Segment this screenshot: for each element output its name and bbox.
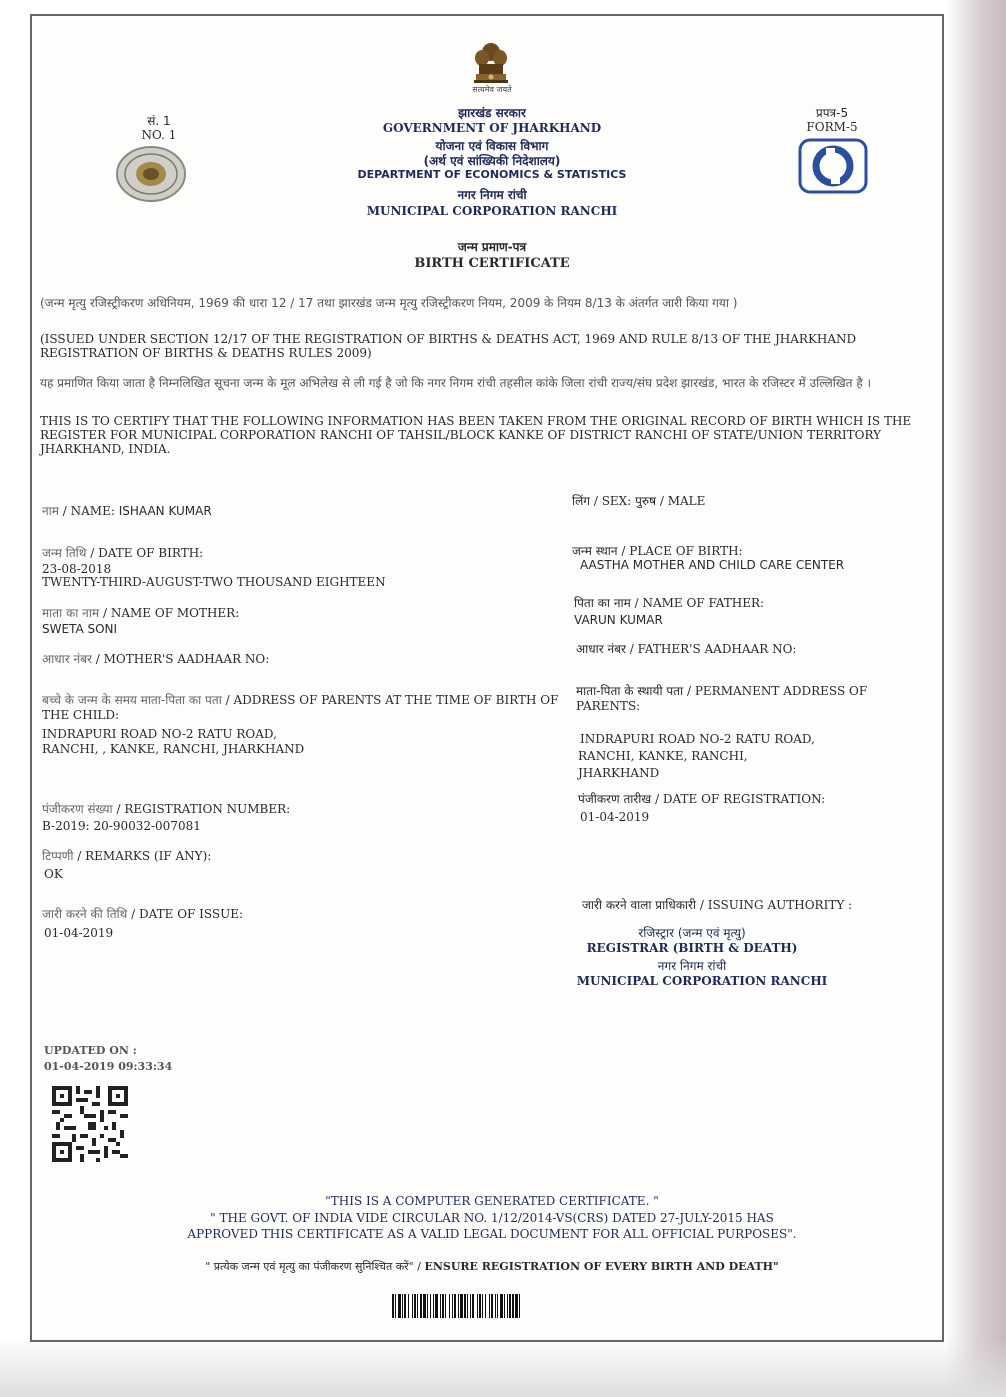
barcode-bar <box>458 1294 459 1318</box>
title-hindi: जन्म प्रमाण-पत्र <box>457 240 527 254</box>
footer-line3: APPROVED THIS CERTIFICATE AS A VALID LEGAL DOCUMENT FOR ALL OFFICIAL PURPOSES". <box>187 1227 797 1241</box>
registrar-hindi: रजिस्ट्रार (जन्म एवं मृत्यु) <box>638 926 746 940</box>
corp-hindi: नगर निगम रांची <box>457 188 527 202</box>
address-permanent-line2: RANCHI, KANKE, RANCHI, <box>578 749 748 763</box>
registration-number-label-hindi: पंजीकरण संख्या <box>42 802 113 816</box>
barcode-bar <box>452 1294 453 1318</box>
barcode-bar <box>420 1294 422 1318</box>
barcode-bar <box>512 1294 514 1318</box>
barcode-bar <box>404 1294 406 1318</box>
barcode-bar <box>495 1294 496 1318</box>
address-permanent-field <box>576 684 916 714</box>
footer-line1: "THIS IS A COMPUTER GENERATED CERTIFICATE. " <box>325 1194 659 1208</box>
barcode-bar <box>491 1294 493 1318</box>
registration-number-value: B-2019: 20-90032-007081 <box>42 819 201 833</box>
background-shadow <box>946 0 1006 1397</box>
certificate-title: BIRTH CERTIFICATE <box>414 256 570 271</box>
pob-value: AASTHA MOTHER AND CHILD CARE CENTER <box>580 558 845 572</box>
barcode-bar <box>454 1294 456 1318</box>
directorate-hindi: (अर्थ एवं सांख्यिकी निदेशालय) <box>423 154 561 168</box>
mother-label-hindi: माता का नाम <box>42 606 100 620</box>
certify-text: THIS IS TO CERTIFY THAT THE FOLLOWING INFORMATION HAS BEEN TAKEN FROM THE ORIGINAL RECORD OF BIRTH WHICH IS THE REGISTER FOR MUNICIPAL CORPORATION RANCHI OF TAHSIL/BLOCK KANKE OF DISTRICT RANCHI OF STATE/UNION TERRITORY JHARKHAND, INDIA. <box>40 414 912 456</box>
footer-line2: " THE GOVT. OF INDIA VIDE CIRCULAR NO. 1/12/2014-VS(CRS) DATED 27-JULY-2015 HAS <box>210 1211 774 1225</box>
registrar: REGISTRAR (BIRTH & DEATH) <box>586 941 798 955</box>
barcode-bar <box>433 1294 434 1318</box>
barcode-bar <box>398 1294 401 1318</box>
father-label: / NAME OF FATHER: <box>634 596 765 610</box>
dept-hindi: योजना एवं विकास विभाग <box>435 139 549 153</box>
barcode-bar <box>504 1294 505 1318</box>
barcode-bar <box>472 1294 474 1318</box>
issuing-authority-field <box>582 898 922 913</box>
registrar-corp-hindi: नगर निगम रांची <box>657 959 727 973</box>
dept-name: DEPARTMENT OF ECONOMICS & STATISTICS <box>357 168 627 181</box>
govt-name: GOVERNMENT OF JHARKHAND <box>382 121 602 135</box>
left-number-hindi: सं. 1 <box>147 114 171 128</box>
footer-slogan-english: ENSURE REGISTRATION OF EVERY BIRTH AND DEATH" <box>424 1260 779 1273</box>
address-birth-line1: INDRAPURI ROAD NO-2 RATU ROAD, <box>42 727 277 741</box>
mother-aadhaar-field <box>42 652 542 667</box>
registration-date-label: / DATE OF REGISTRATION: <box>655 792 826 806</box>
sex-label-hindi: लिंग <box>572 494 591 508</box>
barcode-bar <box>417 1294 418 1318</box>
date-of-issue-label: / DATE OF ISSUE: <box>131 907 244 921</box>
dob-label-hindi: जन्म तिथि <box>42 546 87 560</box>
barcode-bar <box>479 1294 481 1318</box>
address-birth-line2: RANCHI, , KANKE, RANCHI, JHARKHAND <box>42 742 305 756</box>
barcode-bar <box>414 1294 416 1318</box>
address-birth-label-hindi: बच्चे के जन्म के समय माता-पिता का पता <box>42 693 222 707</box>
left-number: NO. 1 <box>141 128 177 142</box>
barcode-bar <box>482 1294 483 1318</box>
registration-number-field <box>42 802 542 817</box>
name-label-hindi: नाम <box>42 504 59 518</box>
barcode-bar <box>435 1294 438 1318</box>
date-of-issue-field <box>42 907 542 922</box>
sex-field <box>572 494 932 509</box>
barcode-bar <box>430 1294 431 1318</box>
jharkhand-seal-icon <box>114 144 188 204</box>
barcode-bar <box>412 1294 413 1318</box>
issuing-authority-label-hindi: जारी करने वाला प्राधिकारी <box>582 898 697 912</box>
mother-value: SWETA SONI <box>42 622 118 636</box>
barcode-bar <box>489 1294 490 1318</box>
issued-under: (ISSUED UNDER SECTION 12/17 OF THE REGISTRATION OF BIRTHS & DEATHS ACT, 1969 AND RULE 8/13 OF THE JHARKHAND REGISTRATION OF BIRTHS & DEATHS RULES 2009) <box>40 332 857 360</box>
barcode-bar <box>392 1294 394 1318</box>
barcode-icon <box>392 1294 644 1318</box>
name-field <box>42 504 542 519</box>
certificate-sheet <box>30 14 944 1342</box>
barcode-bar <box>464 1294 466 1318</box>
name-value: ISHAAN KUMAR <box>118 504 212 518</box>
barcode-bar <box>402 1294 403 1318</box>
dob-label: / DATE OF BIRTH: <box>90 546 204 560</box>
father-aadhaar-label-hindi: आधार नंबर <box>576 642 626 656</box>
address-birth-label: / ADDRESS OF PARENTS AT THE TIME OF BIRTH OF THE CHILD: <box>42 693 559 722</box>
registration-date-label-hindi: पंजीकरण तारीख <box>578 792 652 806</box>
barcode-bar <box>460 1294 463 1318</box>
barcode-bar <box>485 1294 486 1318</box>
dob-value: 23-08-2018 <box>42 562 112 576</box>
date-of-issue-value: 01-04-2019 <box>44 926 114 940</box>
father-aadhaar-field <box>576 642 936 657</box>
form-number: FORM-5 <box>806 120 858 134</box>
remarks-label-hindi: टिप्पणी <box>42 849 74 863</box>
barcode-bar <box>440 1294 441 1318</box>
barcode-bar <box>500 1294 503 1318</box>
barcode-bar <box>507 1294 508 1318</box>
father-label-hindi: पिता का नाम <box>574 596 631 610</box>
background-shadow-bottom <box>0 1337 1006 1397</box>
pob-field <box>572 544 932 559</box>
address-permanent-line1: INDRAPURI ROAD NO-2 RATU ROAD, <box>580 732 815 746</box>
corp-name: MUNICIPAL CORPORATION RANCHI <box>366 204 618 218</box>
name-label: / NAME: <box>62 504 115 518</box>
footer-slogan <box>92 1259 892 1274</box>
barcode-bar <box>395 1294 396 1318</box>
dob-field <box>42 546 542 561</box>
father-aadhaar-label: / FATHER'S AADHAAR NO: <box>629 642 797 656</box>
date-of-issue-label-hindi: जारी करने की तिथि <box>42 907 128 921</box>
address-permanent-label-hindi: माता-पिता के स्थायी पता <box>576 684 684 698</box>
barcode-bar <box>467 1294 468 1318</box>
barcode-bar <box>497 1294 498 1318</box>
sex-value-hindi: पुरुष <box>635 494 657 508</box>
barcode-bar <box>470 1294 471 1318</box>
certify-hindi: यह प्रमाणित किया जाता है निम्नलिखित सूचना जन्म के मूल अभिलेख से ली गई है जो कि नगर निगम रांची तहसील कांके जिला रांची राज्य/संघ प्रदेश झारखंड, भारत के रजिस्टर में उल्लिखित है । <box>40 376 872 390</box>
mother-label: / NAME OF MOTHER: <box>102 606 240 620</box>
father-value: VARUN KUMAR <box>574 613 663 627</box>
barcode-bar <box>408 1294 409 1318</box>
mother-aadhaar-label: / MOTHER'S AADHAAR NO: <box>95 652 270 666</box>
updated-on-value: 01-04-2019 09:33:34 <box>44 1060 173 1073</box>
qr-code-icon <box>52 1086 128 1162</box>
footer-slogan-hindi: " प्रत्येक जन्म एवं मृत्यु का पंजीकरण सुनिश्चित करें" / <box>205 1260 421 1273</box>
barcode-bar <box>445 1294 446 1318</box>
registration-date-value: 01-04-2019 <box>580 810 650 824</box>
form-number-hindi: प्रपत्र-5 <box>815 106 849 120</box>
barcode-bar <box>519 1294 520 1318</box>
barcode-bar <box>477 1294 478 1318</box>
dob-words: TWENTY-THIRD-AUGUST-TWO THOUSAND EIGHTEEN <box>42 575 386 589</box>
issued-under-hindi: (जन्म मृत्यु रजिस्ट्रीकरण अधिनियम, 1969 की धारा 12 / 17 तथा झारखंड जन्म मृत्यु रजिस्ट्रीकरण नियम, 2009 के नियम 8/13 के अंतर्गत जारी किया गया ) <box>40 296 738 310</box>
registration-number-label: / REGISTRATION NUMBER: <box>116 802 291 816</box>
issuing-authority-label: / ISSUING AUTHORITY : <box>699 898 853 912</box>
address-birth-field <box>42 693 567 723</box>
barcode-bar <box>427 1294 428 1318</box>
remarks-label: / REMARKS (IF ANY): <box>77 849 212 863</box>
barcode-bar <box>515 1294 518 1318</box>
sex-value: / MALE <box>659 494 706 508</box>
barcode-bar <box>442 1294 444 1318</box>
remarks-field <box>42 849 542 864</box>
pob-label: / PLACE OF BIRTH: <box>621 544 743 558</box>
mother-field <box>42 606 542 621</box>
barcode-bar <box>449 1294 450 1318</box>
address-permanent-label: / PERMANENT ADDRESS OF PARENTS: <box>576 684 868 713</box>
pob-label-hindi: जन्म स्थान <box>572 544 618 558</box>
mother-aadhaar-label-hindi: आधार नंबर <box>42 652 92 666</box>
sex-label: / SEX: <box>593 494 632 508</box>
father-field <box>574 596 934 611</box>
registrar-corp: MUNICIPAL CORPORATION RANCHI <box>576 974 828 988</box>
registration-date-field <box>578 792 938 807</box>
barcode-bar <box>509 1294 511 1318</box>
address-permanent-line3: JHARKHAND <box>578 766 660 780</box>
crs-logo-icon <box>798 138 868 194</box>
emblem-caption: सत्यमेव जयते <box>472 85 512 94</box>
remarks-value: OK <box>44 867 63 881</box>
updated-on-label: UPDATED ON : <box>44 1044 137 1057</box>
govt-hindi: झारखंड सरकार <box>458 106 526 120</box>
barcode-bar <box>423 1294 426 1318</box>
